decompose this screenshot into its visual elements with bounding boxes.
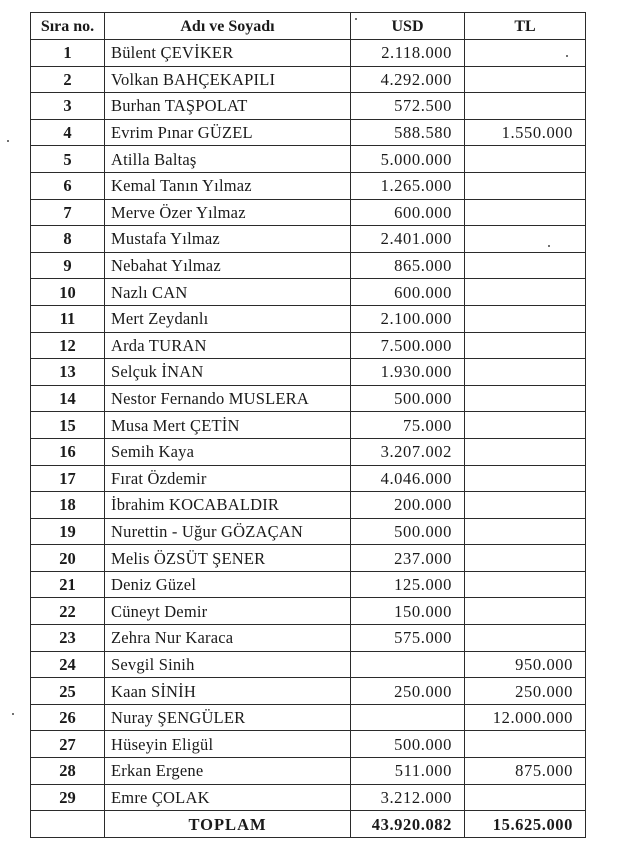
person-name: Nestor Fernando MUSLERA — [105, 385, 351, 412]
table-row — [31, 731, 586, 758]
total-label: TOPLAM — [105, 811, 351, 838]
table-row — [31, 598, 586, 625]
tl-amount — [465, 93, 586, 120]
total-empty-cell — [31, 811, 105, 838]
usd-amount: 75.000 — [351, 412, 465, 439]
row-number: 25 — [31, 678, 105, 705]
usd-amount: 500.000 — [351, 518, 465, 545]
usd-amount: 5.000.000 — [351, 146, 465, 173]
person-name: Evrim Pınar GÜZEL — [105, 119, 351, 146]
row-number: 1 — [31, 40, 105, 67]
usd-amount: 500.000 — [351, 731, 465, 758]
row-number: 5 — [31, 146, 105, 173]
usd-amount: 237.000 — [351, 545, 465, 572]
usd-amount: 2.100.000 — [351, 305, 465, 332]
total-tl: 15.625.000 — [465, 811, 586, 838]
tl-amount — [465, 438, 586, 465]
tl-amount — [465, 625, 586, 652]
tl-amount — [465, 66, 586, 93]
usd-amount: 2.401.000 — [351, 226, 465, 253]
person-name: Burhan TAŞPOLAT — [105, 93, 351, 120]
table-row — [31, 226, 586, 253]
table-row — [31, 199, 586, 226]
usd-amount: 511.000 — [351, 758, 465, 785]
tl-amount: 875.000 — [465, 758, 586, 785]
tl-amount — [465, 492, 586, 519]
table-row — [31, 678, 586, 705]
table-row — [31, 758, 586, 785]
person-name: Atilla Baltaş — [105, 146, 351, 173]
usd-amount: 865.000 — [351, 252, 465, 279]
usd-amount: 250.000 — [351, 678, 465, 705]
tl-amount: 1.550.000 — [465, 119, 586, 146]
usd-amount: 1.265.000 — [351, 172, 465, 199]
usd-amount: 600.000 — [351, 199, 465, 226]
total-usd: 43.920.082 — [351, 811, 465, 838]
person-name: Musa Mert ÇETİN — [105, 412, 351, 439]
row-number: 29 — [31, 784, 105, 811]
tl-amount — [465, 571, 586, 598]
row-number: 21 — [31, 571, 105, 598]
usd-amount: 575.000 — [351, 625, 465, 652]
tl-amount — [465, 518, 586, 545]
table-row — [31, 66, 586, 93]
row-number: 4 — [31, 119, 105, 146]
usd-amount: 588.580 — [351, 119, 465, 146]
table-row — [31, 332, 586, 359]
row-number: 26 — [31, 704, 105, 731]
row-number: 22 — [31, 598, 105, 625]
row-number: 14 — [31, 385, 105, 412]
table-row — [31, 359, 586, 386]
table-row — [31, 784, 586, 811]
table-row — [31, 465, 586, 492]
row-number: 9 — [31, 252, 105, 279]
person-name: Zehra Nur Karaca — [105, 625, 351, 652]
scan-speck — [7, 140, 9, 142]
row-number: 3 — [31, 93, 105, 120]
row-number: 12 — [31, 332, 105, 359]
person-name: Kaan SİNİH — [105, 678, 351, 705]
usd-amount: 3.212.000 — [351, 784, 465, 811]
person-name: Emre ÇOLAK — [105, 784, 351, 811]
person-name: Volkan BAHÇEKAPILI — [105, 66, 351, 93]
table-row — [31, 119, 586, 146]
person-name: Nuray ŞENGÜLER — [105, 704, 351, 731]
person-name: Nazlı CAN — [105, 279, 351, 306]
row-number: 8 — [31, 226, 105, 253]
table-row — [31, 40, 586, 67]
table-row — [31, 571, 586, 598]
row-number: 18 — [31, 492, 105, 519]
row-number: 11 — [31, 305, 105, 332]
person-name: Fırat Özdemir — [105, 465, 351, 492]
person-name: İbrahim KOCABALDIR — [105, 492, 351, 519]
usd-amount: 200.000 — [351, 492, 465, 519]
scan-speck — [355, 18, 357, 20]
tl-amount — [465, 385, 586, 412]
tl-amount — [465, 412, 586, 439]
header-name: Adı ve Soyadı — [105, 13, 351, 40]
table-row — [31, 704, 586, 731]
tl-amount — [465, 465, 586, 492]
usd-amount: 2.118.000 — [351, 40, 465, 67]
header-usd: USD — [351, 13, 465, 40]
table-row — [31, 279, 586, 306]
tl-amount — [465, 545, 586, 572]
table-body — [31, 40, 586, 811]
document-page — [30, 12, 585, 838]
usd-amount: 1.930.000 — [351, 359, 465, 386]
tl-amount — [465, 40, 586, 67]
tl-amount — [465, 226, 586, 253]
tl-amount — [465, 146, 586, 173]
person-name: Arda TURAN — [105, 332, 351, 359]
tl-amount — [465, 332, 586, 359]
usd-amount: 3.207.002 — [351, 438, 465, 465]
tl-amount — [465, 199, 586, 226]
person-name: Kemal Tanın Yılmaz — [105, 172, 351, 199]
usd-amount: 500.000 — [351, 385, 465, 412]
usd-amount: 150.000 — [351, 598, 465, 625]
table-row — [31, 625, 586, 652]
person-name: Deniz Güzel — [105, 571, 351, 598]
person-name: Semih Kaya — [105, 438, 351, 465]
table-row — [31, 518, 586, 545]
tl-amount — [465, 279, 586, 306]
usd-amount: 4.292.000 — [351, 66, 465, 93]
table-row — [31, 146, 586, 173]
row-number: 15 — [31, 412, 105, 439]
tl-amount — [465, 172, 586, 199]
tl-amount: 12.000.000 — [465, 704, 586, 731]
person-name: Mert Zeydanlı — [105, 305, 351, 332]
person-name: Selçuk İNAN — [105, 359, 351, 386]
person-name: Nurettin - Uğur GÖZAÇAN — [105, 518, 351, 545]
payment-table — [30, 12, 586, 838]
table-row — [31, 651, 586, 678]
person-name: Melis ÖZSÜT ŞENER — [105, 545, 351, 572]
row-number: 6 — [31, 172, 105, 199]
row-number: 24 — [31, 651, 105, 678]
tl-amount — [465, 598, 586, 625]
table-row — [31, 305, 586, 332]
tl-amount — [465, 252, 586, 279]
tl-amount: 250.000 — [465, 678, 586, 705]
row-number: 28 — [31, 758, 105, 785]
person-name: Mustafa Yılmaz — [105, 226, 351, 253]
header-tl: TL — [465, 13, 586, 40]
person-name: Nebahat Yılmaz — [105, 252, 351, 279]
table-row — [31, 438, 586, 465]
row-number: 19 — [31, 518, 105, 545]
table-row — [31, 93, 586, 120]
scan-speck — [12, 713, 14, 715]
row-number: 23 — [31, 625, 105, 652]
usd-amount — [351, 651, 465, 678]
row-number: 10 — [31, 279, 105, 306]
row-number: 20 — [31, 545, 105, 572]
row-number: 17 — [31, 465, 105, 492]
table-header-row — [31, 13, 586, 40]
person-name: Sevgil Sinih — [105, 651, 351, 678]
person-name: Hüseyin Eligül — [105, 731, 351, 758]
scan-speck — [566, 55, 568, 57]
usd-amount — [351, 704, 465, 731]
person-name: Cüneyt Demir — [105, 598, 351, 625]
table-row — [31, 385, 586, 412]
scan-speck — [548, 245, 550, 247]
usd-amount: 7.500.000 — [351, 332, 465, 359]
person-name: Erkan Ergene — [105, 758, 351, 785]
person-name: Merve Özer Yılmaz — [105, 199, 351, 226]
table-row — [31, 412, 586, 439]
table-row — [31, 545, 586, 572]
usd-amount: 4.046.000 — [351, 465, 465, 492]
tl-amount — [465, 305, 586, 332]
row-number: 27 — [31, 731, 105, 758]
table-row — [31, 172, 586, 199]
tl-amount — [465, 784, 586, 811]
row-number: 2 — [31, 66, 105, 93]
tl-amount: 950.000 — [465, 651, 586, 678]
usd-amount: 572.500 — [351, 93, 465, 120]
usd-amount: 600.000 — [351, 279, 465, 306]
tl-amount — [465, 731, 586, 758]
row-number: 7 — [31, 199, 105, 226]
usd-amount: 125.000 — [351, 571, 465, 598]
row-number: 13 — [31, 359, 105, 386]
row-number: 16 — [31, 438, 105, 465]
tl-amount — [465, 359, 586, 386]
header-row-number: Sıra no. — [31, 13, 105, 40]
total-row — [31, 811, 586, 838]
table-row — [31, 252, 586, 279]
table-row — [31, 492, 586, 519]
person-name: Bülent ÇEVİKER — [105, 40, 351, 67]
